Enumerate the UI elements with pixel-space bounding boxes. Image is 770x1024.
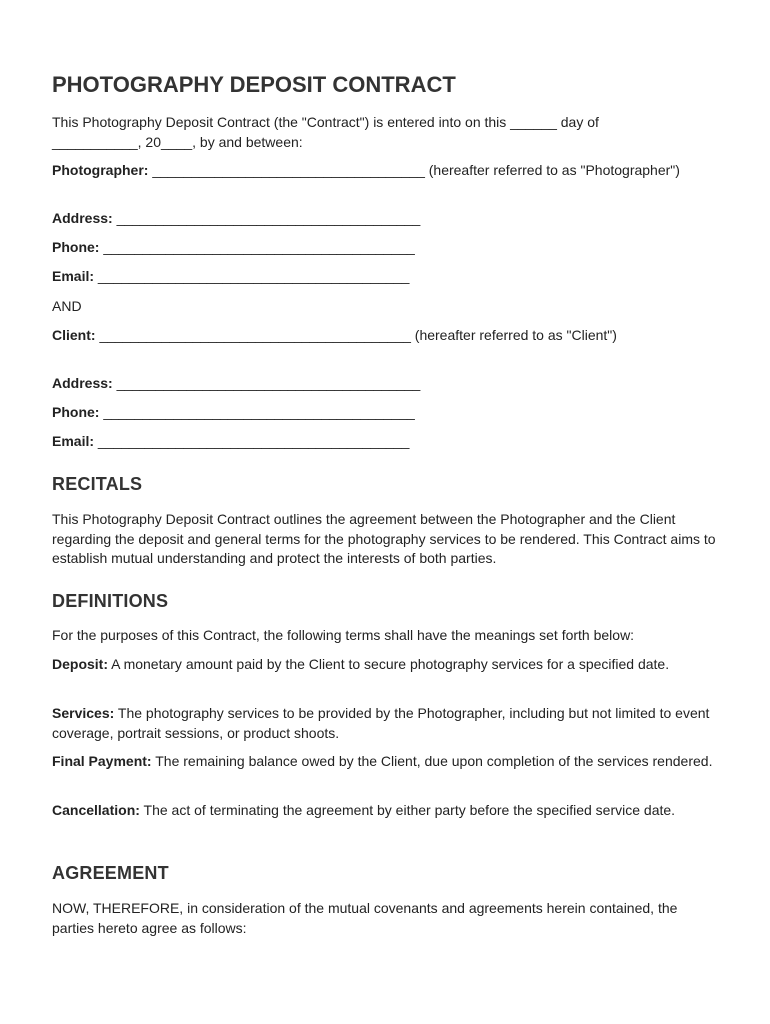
definition-item <box>52 655 720 675</box>
photographer-value: ___________________________________ (hereafter referred to as "Photographer") <box>148 162 680 178</box>
agreement-paragraph: NOW, THEREFORE, in consideration of the mutual covenants and agreements herein contained, the parties hereto agree as follows: <box>52 900 678 936</box>
photographer-phone-label: Phone: <box>52 239 100 255</box>
client-address-value: _______________________________________ <box>112 375 421 391</box>
photographer-email-value: ________________________________________ <box>94 268 410 284</box>
client-phone-label: Phone: <box>52 404 100 420</box>
photographer-phone-field <box>52 237 692 257</box>
client-field <box>52 325 692 345</box>
definition-term: Services: <box>52 705 115 721</box>
definition-text: The act of terminating the agreement by either party before the specified service date. <box>139 802 676 818</box>
client-address-label: Address: <box>52 375 113 391</box>
definition-text: The remaining balance owed by the Client, due upon completion of the services rendered. <box>151 753 713 769</box>
definition-item <box>52 704 720 743</box>
definition-term: Deposit: <box>52 656 108 672</box>
and-separator: AND <box>52 298 82 314</box>
photographer-email-field <box>52 266 692 286</box>
definitions-intro: For the purposes of this Contract, the following terms shall have the meanings set forth below: <box>52 627 635 643</box>
definitions-heading: DEFINITIONS <box>52 591 169 611</box>
definition-item <box>52 752 720 772</box>
photographer-address-value: _______________________________________ <box>112 210 421 226</box>
client-phone-field <box>52 402 692 422</box>
document-title: PHOTOGRAPHY DEPOSIT CONTRACT <box>52 72 456 97</box>
client-value: ________________________________________ (hereafter referred to as "Client") <box>95 327 617 343</box>
client-phone-value: ________________________________________ <box>99 404 415 420</box>
client-address-field <box>52 373 692 393</box>
photographer-email-label: Email: <box>52 268 95 284</box>
photographer-phone-value: ________________________________________ <box>99 239 415 255</box>
client-label: Client: <box>52 327 96 343</box>
client-email-label: Email: <box>52 433 95 449</box>
definition-text: The photography services to be provided by the Photographer, including but not limited to event coverage, portrait sessions, or product shoots. <box>52 705 710 741</box>
client-email-field <box>52 431 692 451</box>
photographer-field <box>52 160 692 180</box>
client-email-value: ________________________________________ <box>94 433 410 449</box>
intro-paragraph: This Photography Deposit Contract (the "Contract") is entered into on this ______ day of ___________, 20____, by and between: <box>52 114 599 150</box>
photographer-label: Photographer: <box>52 162 149 178</box>
photographer-address-field <box>52 208 692 228</box>
photographer-address-label: Address: <box>52 210 113 226</box>
recitals-heading: RECITALS <box>52 474 143 494</box>
definition-term: Final Payment: <box>52 753 152 769</box>
agreement-heading: AGREEMENT <box>52 863 169 883</box>
definition-item <box>52 801 720 821</box>
recitals-paragraph: This Photography Deposit Contract outlines the agreement between the Photographer and the Client regarding the deposit and general terms for the photography services to be rendered. This Contract aims to establish mutual understanding and protect the interests of both parties. <box>52 511 716 566</box>
definition-text: A monetary amount paid by the Client to secure photography services for a specified date. <box>108 656 670 672</box>
definition-term: Cancellation: <box>52 802 140 818</box>
